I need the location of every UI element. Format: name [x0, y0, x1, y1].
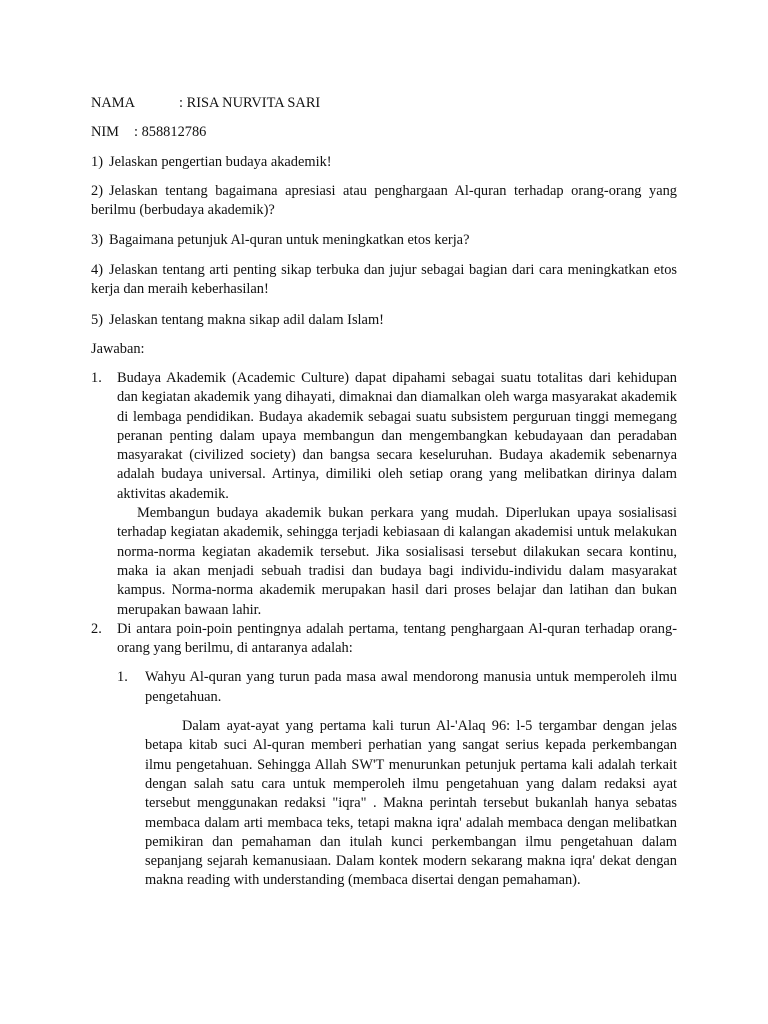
question-text: Bagaimana petunjuk Al-quran untuk meningkatkan etos kerja?: [109, 232, 470, 248]
question-text: Jelaskan tentang makna sikap adil dalam Islam!: [109, 312, 384, 328]
answer-2-subitem-1: [117, 668, 677, 890]
answer-paragraph: Budaya Akademik (Academic Culture) dapat dipahami sebagai suatu totalitas dari kehidupan dan kegiatan akademik yang dihayati, dimaknai dan diamalkan oleh warga masyarakat akademik di lembaga pendidikan. Budaya akademik sebagai suatu subsistem perguruan tinggi memegang peranan penting dalam upaya membangun dan mengembangkan kebudayaan dan peradaban masyarakat (civilized society) dan bangsa secara keseluruhan. Budaya akademik sebenarnya adalah budaya universal. Artinya, dimiliki oleh setiap orang yang melibatkan dirinya dalam aktivitas akademik.: [117, 370, 677, 502]
subitem-text: Wahyu Al-quran yang turun pada masa awal mendorong manusia untuk memperoleh ilmu pengetahuan.: [145, 669, 677, 705]
question-number: 3): [91, 232, 103, 248]
answer-1: [91, 369, 677, 620]
answer-intro: Di antara poin-poin pentingnya adalah pertama, tentang penghargaan Al-quran terhadap orang-orang yang berilmu, di antaranya adalah:: [117, 620, 677, 657]
answers-list: [91, 369, 677, 891]
answer-paragraph: Membangun budaya akademik bukan perkara yang mudah. Diperlukan upaya sosialisasi terhadap kegiatan akademik, sehingga terjadi kebiasaan di kalangan akademisi untuk melakukan norma-norma kegiatan akademik tersebut. Jika sosialisasi tersebut dilakukan secara kontinu, maka ia akan menjadi sebuah tradisi dan budaya bagi individu-individu dalam masyarakat kampus. Norma-norma akademik merupakan hasil dari proses belajar dan latihan dan bukan merupakan bawaan lahir.: [117, 505, 677, 618]
answer-number: 2.: [91, 620, 102, 637]
question-5: [91, 311, 677, 330]
nim-label: NIM: [91, 124, 119, 140]
question-3: [91, 231, 677, 250]
question-number: 1): [91, 154, 103, 170]
question-2: [91, 182, 677, 221]
question-text: Jelaskan tentang arti penting sikap terbuka dan jujur sebagai bagian dari cara meningkatkan etos kerja dan meraih keberhasilan!: [91, 262, 677, 298]
question-number: 4): [91, 262, 103, 278]
answer-2: [91, 620, 677, 891]
question-number: 5): [91, 312, 103, 328]
name-label: NAMA: [91, 95, 135, 111]
question-1: [91, 153, 677, 172]
subitem-paragraph: Dalam ayat-ayat yang pertama kali turun Al-'Alaq 96: l-5 tergambar dengan jelas betapa kitab suci Al-quran memberi perhatian yang sangat serius kepada perkembangan ilmu pengetahuan. Sehingga Allah SW'T menurunkan petunjuk pertama kali adalah terkait dengan salah satu cara untuk memperoleh ilmu pengetahuan yang dalam redaksi ayat tersebut menggunakan redaksi "iqra" . Makna perintah tersebut bukanlah hanya sebatas membaca dalam arti membaca teks, tetapi makna iqra' adalah membaca dengan melibatkan pemikiran dan pemahaman dan itulah kunci perkembangan ilmu pengetahuan dalam sepanjang sejarah kemanusiaan. Dalam kontek modern sekarang makna iqra' dekat dengan makna reading with understanding (membaca disertai dengan pemahaman).: [145, 718, 677, 889]
answers-heading: Jawaban:: [91, 341, 145, 357]
question-number: 2): [91, 183, 103, 199]
question-text: Jelaskan pengertian budaya akademik!: [109, 154, 332, 170]
subitem-number: 1.: [117, 669, 128, 686]
question-text: Jelaskan tentang bagaimana apresiasi atau penghargaan Al-quran terhadap orang-orang yang berilmu (berbudaya akademik)?: [91, 183, 677, 219]
name-value: : RISA NURVITA SARI: [179, 95, 321, 111]
nim-value: : 858812786: [134, 124, 207, 140]
nim-line: [91, 123, 206, 142]
name-line: [91, 94, 320, 113]
answer-number: 1.: [91, 370, 102, 386]
question-4: [91, 261, 677, 300]
